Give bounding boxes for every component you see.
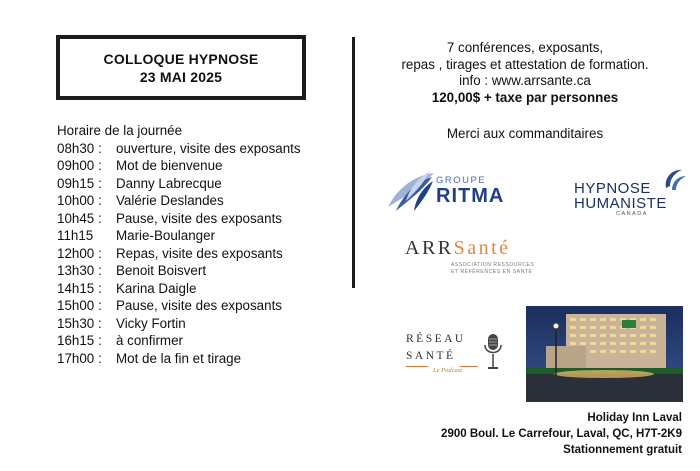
schedule-label: Danny Labrecque [116, 175, 222, 191]
schedule-label: Mot de bienvenue [116, 158, 223, 173]
schedule [57, 122, 301, 367]
reseau-line-1: RÉSEAU [406, 333, 466, 345]
schedule-label: à confirmer [116, 333, 183, 348]
schedule-time: 16h15 : [57, 333, 102, 348]
venue-street: 2900 Boul. Le Carrefour, Laval, QC, H7T-2K9 [441, 428, 682, 440]
arr-name [405, 237, 545, 260]
event-info [360, 40, 690, 106]
venue-parking: Stationnement gratuit [563, 444, 682, 456]
ritma-big-text: RITMA [436, 185, 505, 207]
schedule-label: Pause, visite des exposants [116, 210, 282, 226]
schedule-label: ouverture, visite des exposants [116, 140, 301, 156]
schedule-label: Karina Daigle [116, 280, 197, 296]
event-date: 23 MAI 2025 [139, 68, 223, 85]
info-line-2: repas , tirages et attestation de formation. [401, 56, 649, 72]
schedule-label: Benoit Boisvert [116, 263, 207, 278]
schedule-heading: Horaire de la journée [57, 123, 183, 138]
venue-address [441, 410, 682, 458]
schedule-label: Mot de la fin et tirage [116, 350, 242, 366]
hh-line-1: HYPNOSE [574, 180, 651, 197]
schedule-item [57, 262, 301, 280]
groupe-ritma-logo [386, 167, 506, 213]
schedule-item [57, 297, 301, 315]
reseau-rule-right [460, 366, 478, 367]
schedule-time: 17h00 : [57, 350, 102, 366]
schedule-time: 15h00 : [57, 298, 102, 313]
schedule-label: Vicky Fortin [116, 315, 186, 331]
sponsors-title: Merci aux commanditaires [446, 126, 604, 141]
event-title-box [56, 35, 306, 100]
schedule-item [57, 245, 301, 263]
hh-line-2: HUMANISTE [574, 195, 667, 212]
info-line-3: info : www.arrsante.ca [459, 73, 591, 88]
ritma-feather-icon [386, 167, 436, 213]
hh-swirl-icon [660, 166, 688, 192]
ritma-small-text: GROUPE [436, 175, 487, 186]
schedule-item [57, 315, 301, 333]
info-line-1: 7 conférences, exposants, [446, 40, 604, 55]
schedule-item [57, 157, 301, 175]
schedule-item [57, 332, 301, 350]
schedule-label: Valérie Deslandes [116, 193, 224, 208]
schedule-time: 09h15 : [57, 175, 102, 191]
schedule-time: 13h30 : [57, 263, 102, 278]
reseau-sante-logo [400, 330, 515, 378]
schedule-label: Marie-Boulanger [116, 228, 215, 243]
arr-name-b: Santé [453, 237, 511, 259]
vertical-divider [352, 37, 355, 288]
reseau-line-3: Le Podcast [433, 367, 463, 374]
hypnose-humaniste-logo [570, 166, 690, 218]
arr-name-a: ARR [405, 237, 454, 259]
schedule-time: 14h15 : [57, 280, 102, 296]
arr-sante-logo [405, 237, 545, 287]
arr-tagline-1: ASSOCIATION RESSOURCES [451, 262, 535, 268]
schedule-item [57, 192, 301, 210]
schedule-item [57, 210, 301, 228]
schedule-time: 10h00 : [57, 193, 102, 208]
schedule-item [57, 175, 301, 193]
arr-tagline-2: ET RÉFÉRENCES EN SANTÉ [451, 268, 533, 275]
schedule-time: 09h00 : [57, 158, 102, 173]
schedule-time: 15h30 : [57, 315, 102, 331]
microphone-icon [482, 333, 504, 373]
reseau-rule-left [406, 366, 428, 367]
schedule-item [57, 227, 301, 245]
hotel-photo [526, 306, 683, 402]
schedule-time: 08h30 : [57, 140, 102, 156]
hotel-building-image [526, 306, 683, 402]
schedule-time: 10h45 : [57, 210, 102, 226]
reseau-line-2: SANTÉ [406, 350, 456, 362]
schedule-time: 12h00 : [57, 245, 102, 261]
schedule-item [57, 140, 301, 158]
schedule-list [57, 140, 301, 368]
venue-name: Holiday Inn Laval [587, 412, 682, 424]
schedule-time: 11h15 [57, 228, 94, 243]
schedule-item [57, 350, 301, 368]
price: 120,00$ + taxe par personnes [431, 89, 619, 105]
event-title: COLLOQUE HYPNOSE [103, 50, 259, 67]
hh-line-3: CANADA [616, 211, 648, 217]
schedule-label: Repas, visite des exposants [116, 245, 283, 261]
schedule-label: Pause, visite des exposants [116, 298, 282, 313]
schedule-item [57, 280, 301, 298]
